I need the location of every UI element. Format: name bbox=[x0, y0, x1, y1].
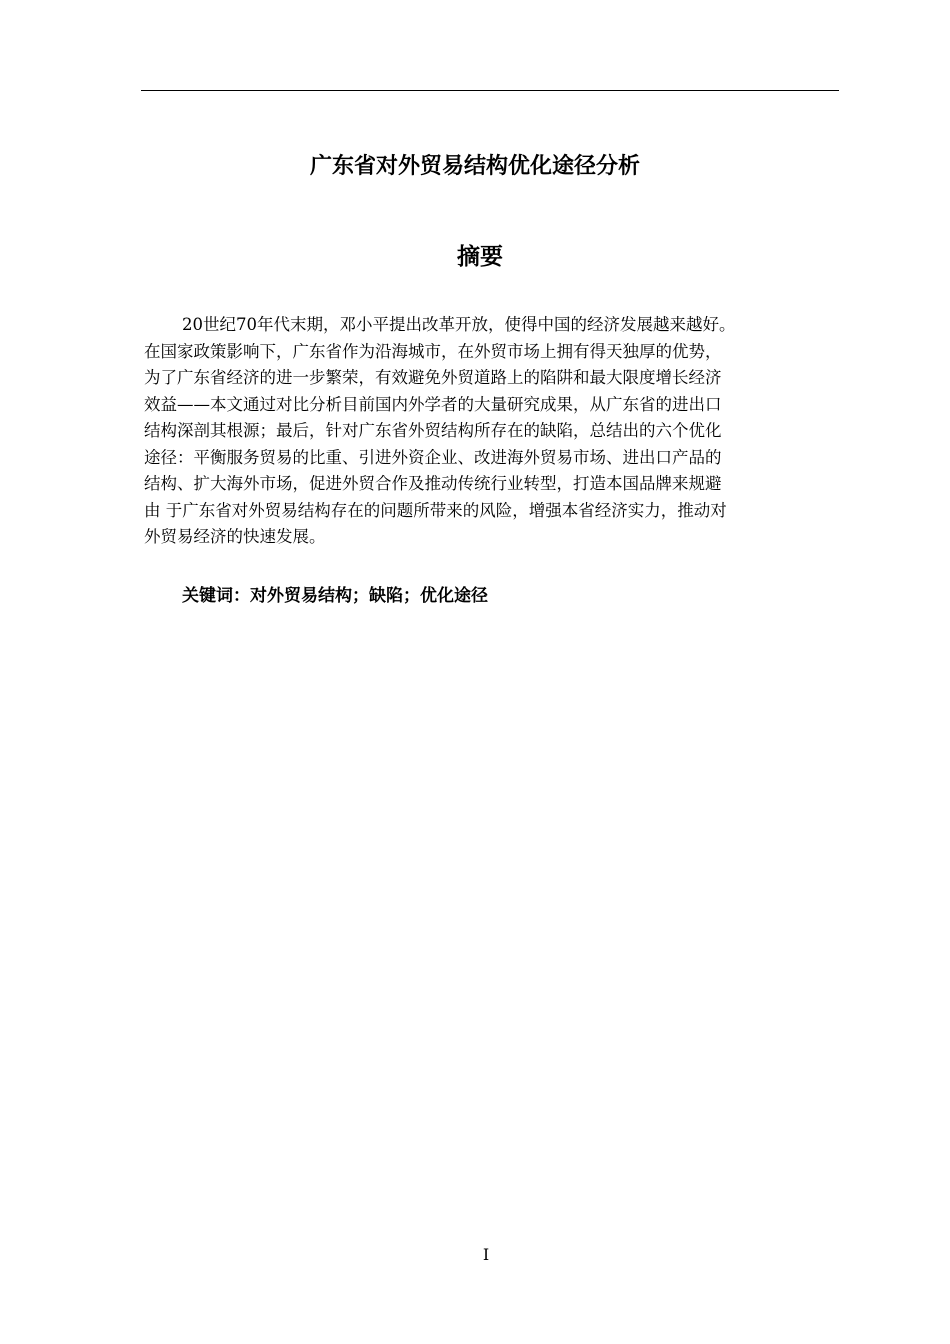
header-rule bbox=[141, 90, 839, 91]
abstract-line: 结构深剖其根源；最后，针对广东省外贸结构所存在的缺陷，总结出的六个优化 bbox=[144, 421, 722, 440]
document-title: 广东省对外贸易结构优化途径分析 bbox=[309, 154, 640, 179]
abstract-line: 途径：平衡服务贸易的比重、引进外资企业、改进海外贸易市场、进出口产品的 bbox=[144, 447, 722, 467]
abstract-line: 效益——本文通过对比分析目前国内外学者的大量研究成果，从广东省的进出口 bbox=[144, 394, 722, 414]
abstract-line: 在国家政策影响下，广东省作为沿海城市，在外贸市场上拥有得天独厚的优势， bbox=[144, 341, 722, 361]
keywords-line: 关键词：对外贸易结构；缺陷；优化途径 bbox=[182, 586, 488, 606]
abstract-paragraph bbox=[144, 312, 814, 551]
abstract-line: 由 于广东省对外贸易结构存在的问题所带来的风险，增强本省经济实力，推动对 bbox=[144, 500, 727, 520]
abstract-line: 外贸易经济的快速发展。 bbox=[144, 527, 326, 546]
abstract-line: 结构、扩大海外市场，促进外贸合作及推动传统行业转型，打造本国品牌来规避 bbox=[144, 474, 722, 493]
abstract-line: 为了广东省经济的进一步繁荣，有效避免外贸道路上的陷阱和最大限度增长经济 bbox=[144, 368, 722, 387]
page-number: I bbox=[482, 1245, 490, 1264]
abstract-heading: 摘要 bbox=[457, 244, 503, 270]
abstract-line: 20世纪70年代末期，邓小平提出改革开放，使得中国的经济发展越来越好。 bbox=[182, 315, 736, 334]
